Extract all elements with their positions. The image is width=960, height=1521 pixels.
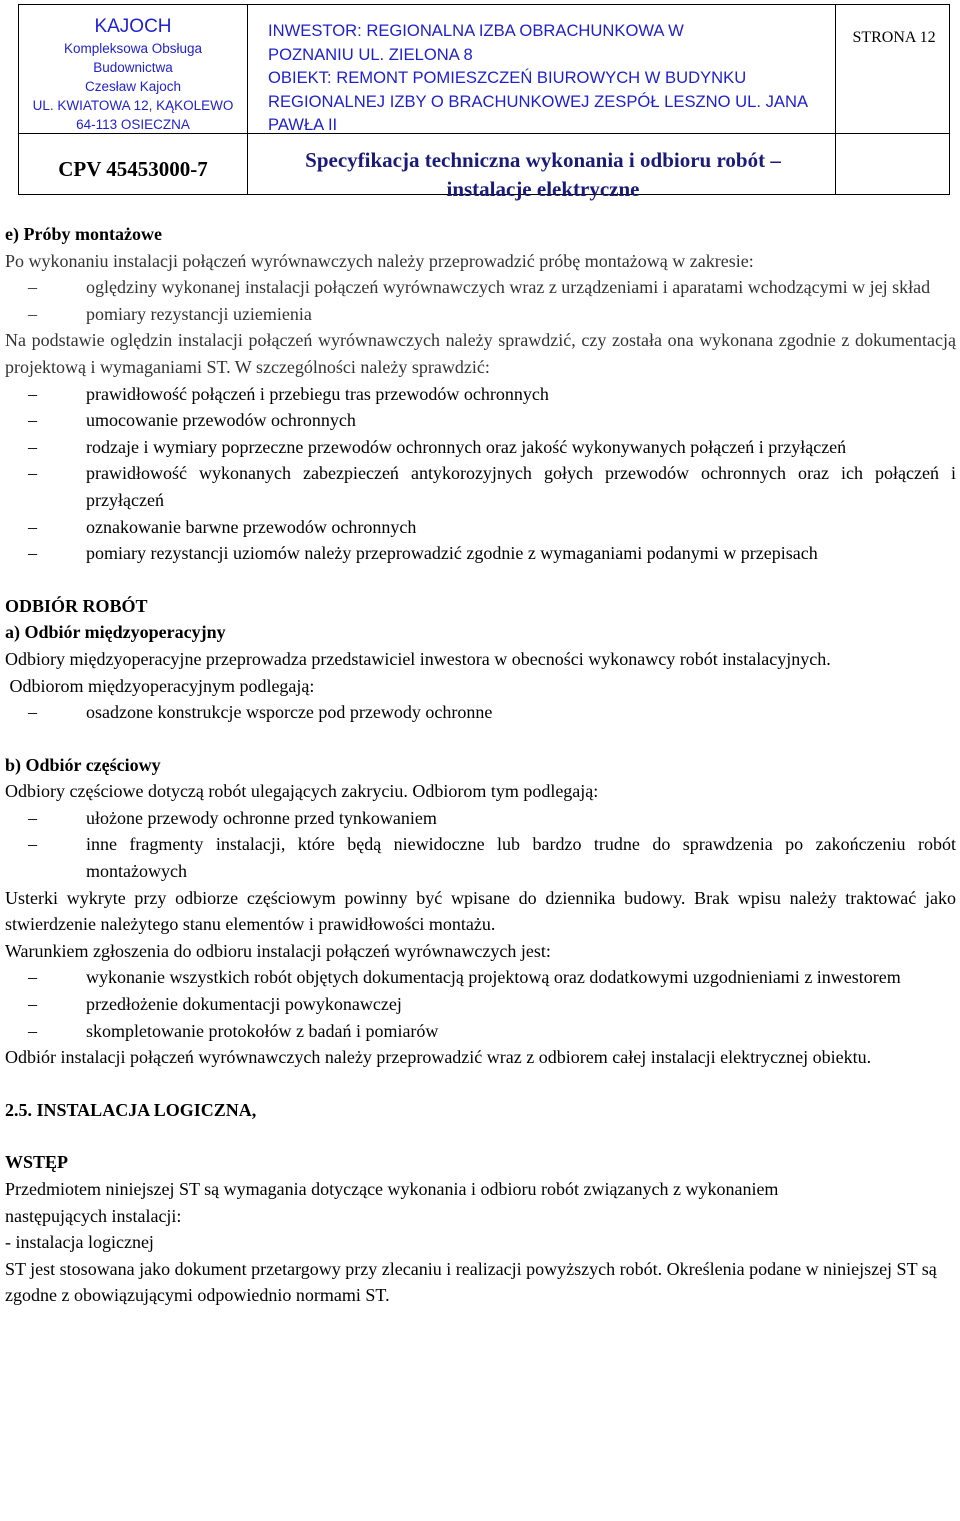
list-item: – oględziny wykonanej instalacji połączeń wyrównawczych wraz z urządzeniami i aparatami wchodzącymi w jej skład (86, 274, 956, 301)
page-number: STRONA 12 (852, 29, 936, 46)
header-divider (247, 5, 248, 194)
list-item: – osadzone konstrukcje wsporcze pod przewody ochronne (86, 699, 956, 726)
list-item: – inne fragmenty instalacji, które będą niewidoczne lub bardzo trudne do sprawdzenia po zakończeniu robót montażowych (86, 831, 956, 884)
investor-line: INWESTOR: REGIONALNA IZBA OBRACHUNKOWA W (268, 21, 684, 40)
paragraph: Warunkiem zgłoszenia do odbioru instalacji połączeń wyrównawczych jest: (5, 940, 551, 961)
company-line: UL. KWIATOWA 12, KĄKOLEWO (32, 98, 234, 113)
subsection-heading: a) Odbiór międzyoperacyjny (5, 622, 226, 643)
paragraph: Po wykonaniu instalacji połączeń wyrównawczych należy przeprowadzić próbę montażową w zakresie: (5, 250, 754, 271)
list-item: – oznakowanie barwne przewodów ochronnych (86, 514, 956, 541)
list-item: – pomiary rezystancji uziemienia (86, 301, 956, 328)
list-item: – ułożone przewody ochronne przed tynkowaniem (86, 805, 956, 832)
section-heading: e) Próby montażowe (5, 224, 162, 244)
dash-list (5, 964, 956, 1044)
paragraph: ST jest stosowana jako dokument przetargowy przy zlecaniu i realizacji powyższych robót. Określenia podane w niniejszej ST są zgodne z obowiązującymi odpowiednio normami ST. (5, 1258, 937, 1306)
dash-list (5, 805, 956, 885)
dash-list (5, 274, 956, 327)
company-line: Budownictwa (93, 60, 173, 75)
company-name: KAJOCH (94, 16, 172, 37)
investor-line: POZNANIU UL. ZIELONA 8 (268, 44, 473, 64)
list-item: – pomiary rezystancji uziomów należy przeprowadzić zgodnie z wymaganiami podanymi w przepisach (86, 540, 956, 567)
section-heading: ODBIÓR ROBÓT (5, 595, 148, 616)
object-line: PAWŁA II (268, 115, 338, 135)
company-line: 64-113 OSIECZNA (76, 117, 190, 132)
spec-title-line: Specyfikacja techniczna wykonania i odbioru robót – (305, 148, 781, 172)
section-heading: 2.5. INSTALACJA LOGICZNA, (5, 1099, 257, 1120)
dash-list (5, 381, 956, 567)
document-body (5, 221, 956, 1309)
object-line: OBIEKT: REMONT POMIESZCZEŃ BIUROWYCH W BUDYNKU (268, 68, 747, 88)
spacer (5, 726, 956, 752)
list-item: – umocowanie przewodów ochronnych (86, 407, 956, 434)
list-item: - instalacja logicznej (5, 1232, 154, 1253)
list-item: – przedłożenie dokumentacji powykonawczej (86, 991, 956, 1018)
dash-list (5, 699, 956, 726)
paragraph: Odbiorom międzyoperacyjnym podlegają: (5, 675, 315, 696)
spacer (5, 567, 956, 593)
subsection-heading: b) Odbiór częściowy (5, 754, 161, 775)
list-item: – wykonanie wszystkich robót objętych dokumentacją projektową oraz dodatkowymi uzgodnieniami z inwestorem (86, 964, 956, 991)
spacer (5, 1071, 956, 1097)
list-item: – prawidłowość połączeń i przebiegu tras przewodów ochronnych (86, 381, 956, 408)
list-item: – skompletowanie protokołów z badań i pomiarów (86, 1018, 956, 1045)
document-header (18, 4, 950, 201)
paragraph: Odbiór instalacji połączeń wyrównawczych należy przeprowadzić wraz z odbiorem całej instalacji elektrycznej obiektu. (5, 1047, 872, 1068)
list-item: – prawidłowość wykonanych zabezpieczeń antykorozyjnych gołych przewodów ochronnych oraz ich połączeń i przyłączeń (86, 460, 956, 513)
paragraph: Na podstawie oględzin instalacji połączeń wyrównawczych należy sprawdzić, czy została ona wykonana zgodnie z dokumentacją projektową i wymaganiami ST. W szczególności należy sprawdzić: (5, 330, 956, 377)
paragraph: Odbiory częściowe dotyczą robót ulegających zakryciu. Odbiorom tym podlegają: (5, 781, 599, 802)
object-line: REGIONALNEJ IZBY O BRACHUNKOWEJ ZESPÓŁ LESZNO UL. JANA (268, 91, 809, 111)
paragraph: Przedmiotem niniejszej ST są wymagania dotyczące wykonania i odbioru robót związanych z wykonaniem następujących instalacji: (5, 1179, 779, 1226)
cpv-code: CPV 45453000-7 (58, 157, 208, 181)
spec-subtitle: instalacje elektryczne (446, 177, 640, 201)
company-line: Czesław Kajoch (84, 79, 182, 94)
company-block (19, 15, 247, 134)
section-heading: WSTĘP (5, 1152, 69, 1173)
spacer (5, 1123, 956, 1149)
company-line: Kompleksowa Obsługa (63, 41, 203, 56)
spec-title (249, 146, 837, 204)
paragraph: Usterki wykryte przy odbiorze częściowym powinny być wpisane do dziennika budowy. Brak wpisu należy traktować jako stwierdzenie należytego stanu elementów i prawidłowości montażu. (5, 887, 956, 935)
investor-block (268, 19, 848, 137)
paragraph: Odbiory międzyoperacyjne przeprowadza przedstawiciel inwestora w obecności wykonawcy robót instalacyjnych. (5, 648, 831, 669)
list-item: – rodzaje i wymiary poprzeczne przewodów ochronnych oraz jakość wykonywanych połączeń i przyłączeń (86, 434, 956, 461)
